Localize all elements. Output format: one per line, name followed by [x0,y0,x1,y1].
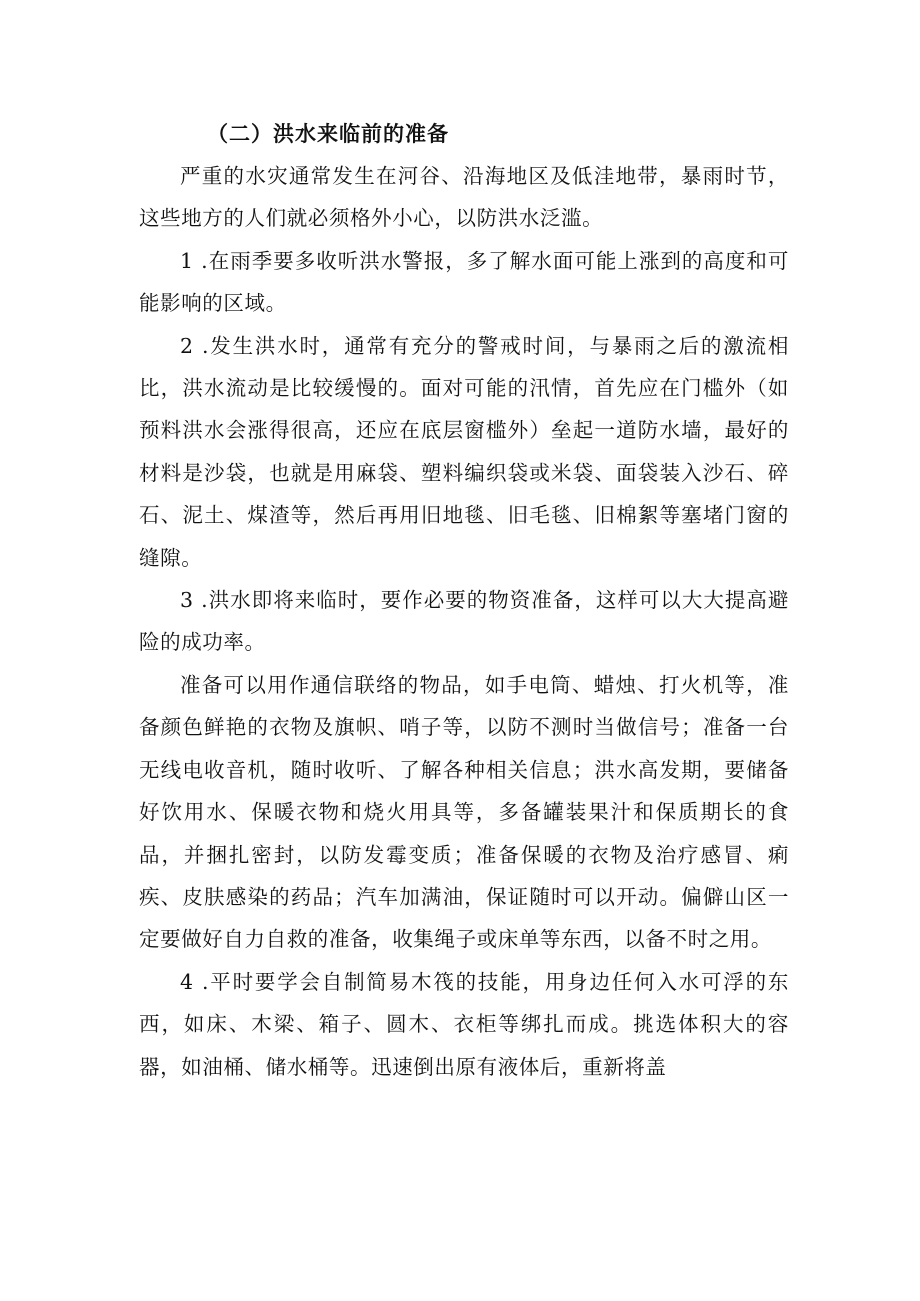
paragraph-supplies: 准备可以用作通信联络的物品，如手电筒、蜡烛、打火机等，准备颜色鲜艳的衣物及旗帜、哨子等，以防不测时当做信号；准备一台无线电收音机，随时收听、了解各种相关信息；洪水高发期，要储备好饮用水、保暖衣物和烧火用具等，多备罐装果汁和保质期长的食品，并捆扎密封，以防发霉变质；准备保暖的衣物及治疗感冒、痢疾、皮肤感染的药品；汽车加满油，保证随时可以开动。偏僻山区一定要做好自力自救的准备，收集绳子或床单等东西，以备不时之用。 [139,672,789,952]
document-body [139,113,789,1088]
paragraph-item-2: 2 .发生洪水时，通常有充分的警戒时间，与暴雨之后的激流相比，洪水流动是比较缓慢的。面对可能的汛情，首先应在门槛外（如预料洪水会涨得很高，还应在底层窗槛外）垒起一道防水墙，最好的材料是沙袋，也就是用麻袋、塑料编织袋或米袋、面袋装入沙石、碎石、泥土、煤渣等，然后再用旧地毯、旧毛毯、旧棉絮等塞堵门窗的缝隙。 [139,333,789,570]
paragraph-intro: 严重的水灾通常发生在河谷、沿海地区及低洼地带，暴雨时节，这些地方的人们就必须格外小心，以防洪水泛滥。 [139,164,789,231]
paragraph-item-3: 3 .洪水即将来临时，要作必要的物资准备，这样可以大大提高避险的成功率。 [139,588,789,655]
paragraph-item-4: 4 .平时要学会自制简易木筏的技能，用身边任何入水可浮的东西，如床、木梁、箱子、圆木、衣柜等绑扎而成。挑选体积大的容器，如油桶、储水桶等。迅速倒出原有液体后，重新将盖 [139,969,789,1079]
paragraph-item-1: 1 .在雨季要多收听洪水警报，多了解水面可能上涨到的高度和可能影响的区域。 [139,248,789,316]
section-heading: （二）洪水来临前的准备 [207,121,449,146]
